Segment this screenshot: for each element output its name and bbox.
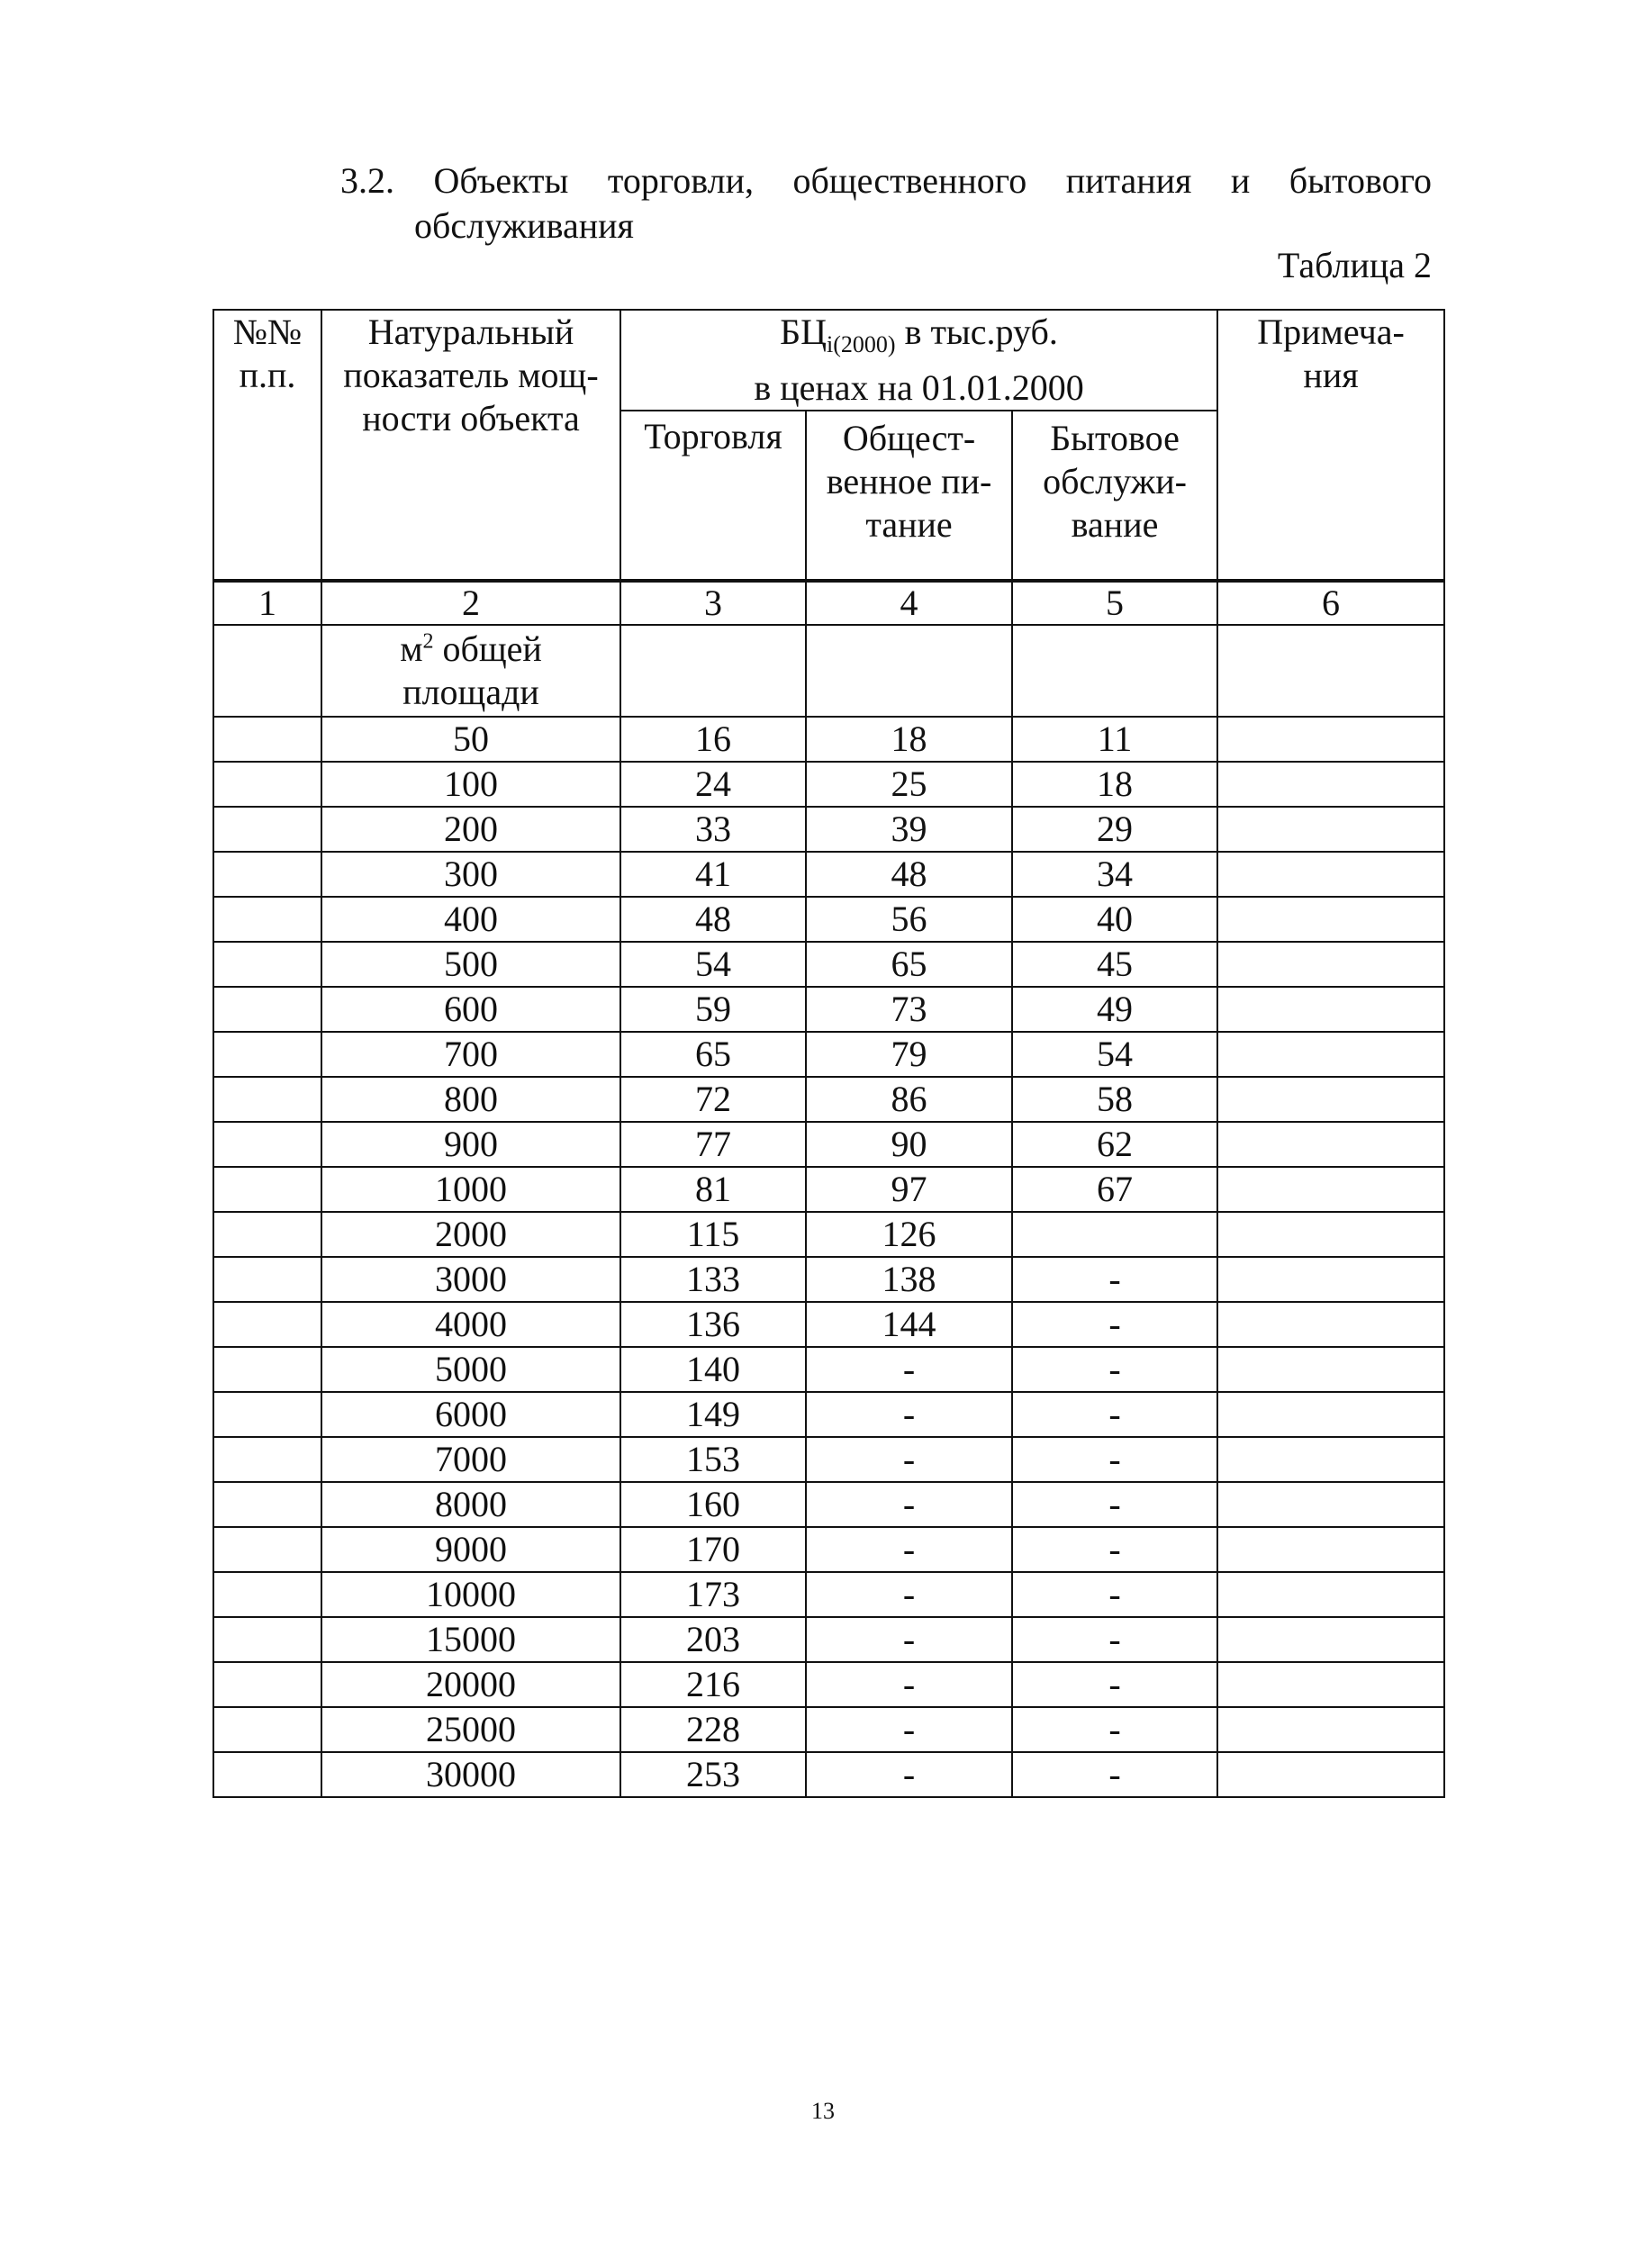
notes-cell [1217, 1257, 1444, 1302]
header-col-trade [620, 411, 806, 581]
column-number: 2 [321, 581, 620, 625]
table-row [213, 1572, 1444, 1617]
header-subscript: i(2000) [827, 331, 896, 357]
area-cell: 900 [321, 1122, 620, 1167]
catering-cell: - [806, 1752, 1012, 1797]
column-number: 5 [1012, 581, 1217, 625]
catering-cell: 65 [806, 942, 1012, 987]
header-text: БЦ [780, 312, 828, 352]
section-heading-line2: обслуживания [414, 205, 634, 246]
area-cell: 200 [321, 807, 620, 852]
unit-line1 [322, 628, 620, 671]
row-number-cell [213, 1617, 321, 1662]
catering-cell: - [806, 1662, 1012, 1707]
services-cell: 67 [1012, 1167, 1217, 1212]
catering-cell: - [806, 1617, 1012, 1662]
trade-cell: 115 [620, 1212, 806, 1257]
notes-cell [1217, 1437, 1444, 1482]
trade-cell: 77 [620, 1122, 806, 1167]
heading-word: Объекты [433, 160, 569, 201]
catering-cell: 144 [806, 1302, 1012, 1347]
row-number-cell [213, 717, 321, 762]
row-number-cell [213, 807, 321, 852]
notes-cell [1217, 1752, 1444, 1797]
cell [1217, 625, 1444, 717]
catering-cell: 138 [806, 1257, 1012, 1302]
header-text: в тыс.руб. [895, 312, 1058, 352]
section-heading-line1 [340, 158, 1432, 203]
row-number-cell [213, 1572, 321, 1617]
table-row [213, 762, 1444, 807]
catering-cell: 56 [806, 897, 1012, 942]
price-table [213, 309, 1445, 1798]
notes-cell [1217, 1527, 1444, 1572]
unit-line2: площади [402, 672, 539, 712]
services-cell: 29 [1012, 807, 1217, 852]
services-cell: - [1012, 1572, 1217, 1617]
section-heading [340, 158, 1432, 248]
table-row [213, 1707, 1444, 1752]
row-number-cell [213, 1752, 321, 1797]
table-row [213, 1212, 1444, 1257]
catering-cell: 39 [806, 807, 1012, 852]
services-cell: - [1012, 1257, 1217, 1302]
notes-cell [1217, 1212, 1444, 1257]
column-number: 6 [1217, 581, 1444, 625]
notes-cell [1217, 852, 1444, 897]
trade-cell: 160 [620, 1482, 806, 1527]
row-number-cell [213, 1662, 321, 1707]
notes-cell [1217, 897, 1444, 942]
header-text: Общест- [842, 418, 976, 458]
row-number-cell [213, 1122, 321, 1167]
trade-cell: 16 [620, 717, 806, 762]
table-row [213, 1077, 1444, 1122]
catering-cell: 90 [806, 1122, 1012, 1167]
services-cell: 40 [1012, 897, 1217, 942]
header-text: Бытовое [1050, 418, 1180, 458]
header-group-line1 [621, 311, 1216, 366]
heading-word: общественного [792, 160, 1027, 201]
table-row [213, 1347, 1444, 1392]
area-cell: 15000 [321, 1617, 620, 1662]
notes-cell [1217, 717, 1444, 762]
trade-cell: 59 [620, 987, 806, 1032]
notes-cell [1217, 762, 1444, 807]
cell [806, 625, 1012, 717]
area-cell: 25000 [321, 1707, 620, 1752]
notes-cell [1217, 1662, 1444, 1707]
unit-text: общей [433, 628, 542, 669]
services-cell: 58 [1012, 1077, 1217, 1122]
header-group-line2: в ценах на 01.01.2000 [754, 367, 1084, 408]
trade-cell: 54 [620, 942, 806, 987]
trade-cell: 216 [620, 1662, 806, 1707]
notes-cell [1217, 1392, 1444, 1437]
row-number-cell [213, 942, 321, 987]
notes-cell [1217, 1482, 1444, 1527]
row-number-cell [213, 762, 321, 807]
services-cell: - [1012, 1482, 1217, 1527]
header-text: п.п. [239, 355, 296, 395]
header-group-price [620, 310, 1217, 411]
catering-cell: 48 [806, 852, 1012, 897]
notes-cell [1217, 1032, 1444, 1077]
header-col-services [1012, 411, 1217, 581]
trade-cell: 136 [620, 1302, 806, 1347]
table-row [213, 942, 1444, 987]
notes-cell [1217, 987, 1444, 1032]
trade-cell: 173 [620, 1572, 806, 1617]
trade-cell: 253 [620, 1752, 806, 1797]
catering-cell: - [806, 1707, 1012, 1752]
header-text: ности объекта [362, 398, 580, 438]
area-cell: 8000 [321, 1482, 620, 1527]
table-row [213, 1617, 1444, 1662]
notes-cell [1217, 1122, 1444, 1167]
table-row [213, 717, 1444, 762]
catering-cell: 79 [806, 1032, 1012, 1077]
header-text: обслужи- [1043, 461, 1187, 501]
trade-cell: 41 [620, 852, 806, 897]
unit-superscript: 2 [422, 629, 434, 654]
header-text: вание [1071, 504, 1159, 545]
trade-cell: 72 [620, 1077, 806, 1122]
header-text: Примеча- [1257, 312, 1405, 352]
heading-word: торговли, [607, 160, 754, 201]
trade-cell: 48 [620, 897, 806, 942]
header-text: ния [1303, 355, 1359, 395]
area-cell: 400 [321, 897, 620, 942]
area-cell: 500 [321, 942, 620, 987]
row-number-cell [213, 1257, 321, 1302]
heading-word: питания [1065, 160, 1192, 201]
notes-cell [1217, 1617, 1444, 1662]
header-col-indicator [321, 310, 620, 581]
services-cell: - [1012, 1752, 1217, 1797]
table-row [213, 1662, 1444, 1707]
services-cell: 18 [1012, 762, 1217, 807]
area-cell: 50 [321, 717, 620, 762]
area-cell: 3000 [321, 1257, 620, 1302]
cell [213, 625, 321, 717]
notes-cell [1217, 1167, 1444, 1212]
services-cell: 62 [1012, 1122, 1217, 1167]
table-row [213, 1257, 1444, 1302]
trade-cell: 203 [620, 1617, 806, 1662]
header-col-catering [806, 411, 1012, 581]
table-label: Таблица 2 [1277, 245, 1432, 285]
cell [1012, 625, 1217, 717]
trade-cell: 33 [620, 807, 806, 852]
table-row [213, 852, 1444, 897]
row-number-cell [213, 1527, 321, 1572]
area-cell: 300 [321, 852, 620, 897]
row-number-cell [213, 1437, 321, 1482]
unit-cell [321, 625, 620, 717]
header-col-notes [1217, 310, 1444, 581]
row-number-cell [213, 1167, 321, 1212]
catering-cell: 86 [806, 1077, 1012, 1122]
table-row [213, 1032, 1444, 1077]
catering-cell: 18 [806, 717, 1012, 762]
header-text: венное пи- [826, 461, 992, 501]
area-cell: 9000 [321, 1527, 620, 1572]
services-cell: - [1012, 1527, 1217, 1572]
section-number: 3.2. [340, 160, 394, 201]
catering-cell: - [806, 1527, 1012, 1572]
trade-cell: 228 [620, 1707, 806, 1752]
notes-cell [1217, 1077, 1444, 1122]
table-row [213, 897, 1444, 942]
unit-text: м [400, 628, 423, 669]
services-cell: - [1012, 1617, 1217, 1662]
catering-cell: - [806, 1392, 1012, 1437]
notes-cell [1217, 942, 1444, 987]
services-cell: 34 [1012, 852, 1217, 897]
catering-cell: 73 [806, 987, 1012, 1032]
unit-row [213, 625, 1444, 717]
row-number-cell [213, 1032, 321, 1077]
header-text: тание [865, 504, 953, 545]
trade-cell: 149 [620, 1392, 806, 1437]
table-row [213, 1437, 1444, 1482]
catering-cell: 97 [806, 1167, 1012, 1212]
table-row [213, 1392, 1444, 1437]
services-cell: - [1012, 1302, 1217, 1347]
table-row [213, 1122, 1444, 1167]
services-cell: 11 [1012, 717, 1217, 762]
row-number-cell [213, 1392, 321, 1437]
row-number-cell [213, 1302, 321, 1347]
header-col-number [213, 310, 321, 581]
area-cell: 7000 [321, 1437, 620, 1482]
heading-word: и [1230, 160, 1251, 201]
catering-cell: - [806, 1572, 1012, 1617]
services-cell: - [1012, 1392, 1217, 1437]
services-cell [1012, 1212, 1217, 1257]
services-cell: 45 [1012, 942, 1217, 987]
catering-cell: - [806, 1347, 1012, 1392]
area-cell: 6000 [321, 1392, 620, 1437]
services-cell: - [1012, 1662, 1217, 1707]
heading-word: бытового [1289, 160, 1432, 201]
area-cell: 1000 [321, 1167, 620, 1212]
notes-cell [1217, 807, 1444, 852]
area-cell: 700 [321, 1032, 620, 1077]
table-row [213, 1167, 1444, 1212]
services-cell: - [1012, 1707, 1217, 1752]
column-number: 4 [806, 581, 1012, 625]
page-number: 13 [811, 2098, 835, 2124]
notes-cell [1217, 1302, 1444, 1347]
row-number-cell [213, 1707, 321, 1752]
table-row [213, 1752, 1444, 1797]
area-cell: 4000 [321, 1302, 620, 1347]
column-number: 3 [620, 581, 806, 625]
trade-cell: 133 [620, 1257, 806, 1302]
table-row [213, 987, 1444, 1032]
services-cell: - [1012, 1347, 1217, 1392]
area-cell: 30000 [321, 1752, 620, 1797]
table-row [213, 1482, 1444, 1527]
catering-cell: 126 [806, 1212, 1012, 1257]
table-row [213, 807, 1444, 852]
trade-cell: 170 [620, 1527, 806, 1572]
table-row [213, 1527, 1444, 1572]
row-number-cell [213, 987, 321, 1032]
row-number-cell [213, 1212, 321, 1257]
notes-cell [1217, 1707, 1444, 1752]
row-number-cell [213, 1347, 321, 1392]
area-cell: 10000 [321, 1572, 620, 1617]
trade-cell: 81 [620, 1167, 806, 1212]
catering-cell: 25 [806, 762, 1012, 807]
notes-cell [1217, 1347, 1444, 1392]
row-number-cell [213, 852, 321, 897]
services-cell: 54 [1012, 1032, 1217, 1077]
header-text: Торговля [644, 416, 782, 456]
header-text: №№ [232, 312, 303, 352]
trade-cell: 24 [620, 762, 806, 807]
area-cell: 5000 [321, 1347, 620, 1392]
column-number-row [213, 581, 1444, 625]
notes-cell [1217, 1572, 1444, 1617]
trade-cell: 65 [620, 1032, 806, 1077]
header-text: показатель мощ- [343, 355, 599, 395]
area-cell: 2000 [321, 1212, 620, 1257]
catering-cell: - [806, 1482, 1012, 1527]
area-cell: 100 [321, 762, 620, 807]
cell [620, 625, 806, 717]
area-cell: 600 [321, 987, 620, 1032]
row-number-cell [213, 897, 321, 942]
row-number-cell [213, 1077, 321, 1122]
services-cell: - [1012, 1437, 1217, 1482]
column-number: 1 [213, 581, 321, 625]
trade-cell: 140 [620, 1347, 806, 1392]
row-number-cell [213, 1482, 321, 1527]
table-row [213, 1302, 1444, 1347]
catering-cell: - [806, 1437, 1012, 1482]
header-text: Натуральный [367, 312, 574, 352]
area-cell: 20000 [321, 1662, 620, 1707]
services-cell: 49 [1012, 987, 1217, 1032]
area-cell: 800 [321, 1077, 620, 1122]
trade-cell: 153 [620, 1437, 806, 1482]
